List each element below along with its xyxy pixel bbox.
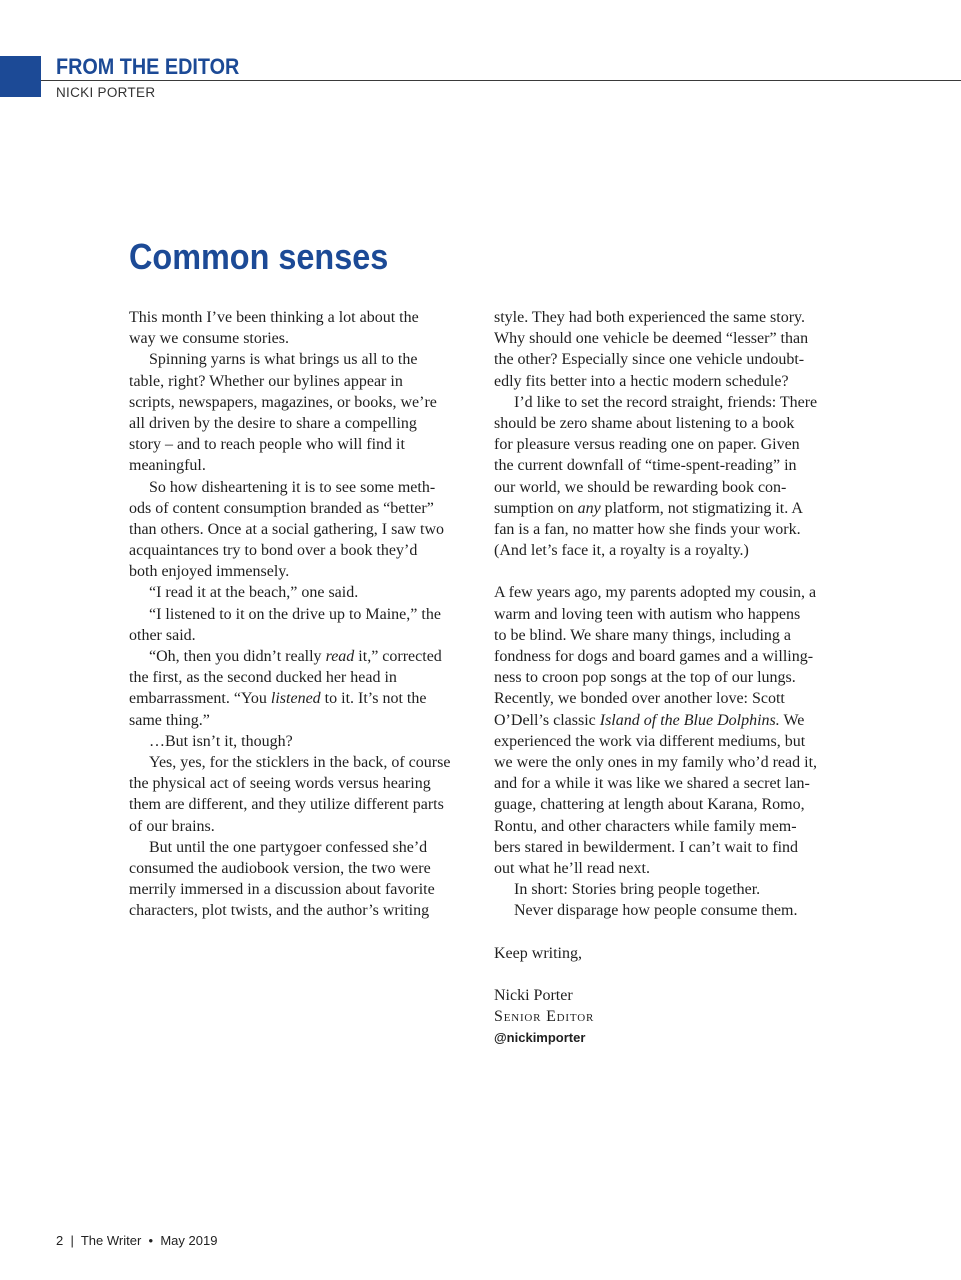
text-line: both enjoyed immensely. [129,563,290,581]
text-line: we were the only ones in my family who’d read it, [494,753,818,771]
text-line: consumed the audiobook version, the two were [129,859,431,877]
text-line: our world, we should be rewarding book con- [494,478,787,496]
text-line: same thing.” [129,711,210,729]
text-line: Why should one vehicle be deemed “lesser” than [494,330,809,348]
text-line: merrily immersed in a discussion about favorite [129,881,435,899]
text-line: way we consume stories. [129,330,289,348]
text-line: meaningful. [129,457,206,475]
section-color-block [0,56,41,97]
text-line: ods of content consumption branded as “better” [129,499,434,517]
text-line: the first, as the second ducked her head in [129,669,397,687]
text-line: should be zero shame about listening to a book [494,414,795,432]
text-line: edly fits better into a hectic modern schedule? [494,372,789,390]
text-line: all driven by the desire to share a compelling [129,414,417,432]
text-line: out what he’ll read next. [494,859,650,877]
text-line: characters, plot twists, and the author’s writing [129,902,430,920]
article-column-right [494,307,844,1049]
editor-byline: NICKI PORTER [56,85,156,100]
text-line: story – and to reach people who will find it [129,436,405,454]
signature-name: Nicki Porter [494,987,573,1004]
text-line: style. They had both experienced the same story. [494,309,806,326]
text-line: the other? Especially since one vehicle undoubt- [494,351,805,369]
footer-separator: | [70,1233,74,1248]
text-line: Yes, yes, for the sticklers in the back, of course [149,753,451,771]
text-line: for pleasure versus reading one on paper. Given [494,436,800,454]
text-line: But until the one partygoer confessed she’d [149,838,428,856]
article-title: Common senses [129,236,389,277]
text-line: sumption on any platform, not stigmatizing it. A [494,499,803,517]
text-line: So how disheartening it is to see some meth- [149,478,436,496]
text-line: the current downfall of “time-spent-reading” in [494,457,797,475]
text-line: guage, chattering at length about Karana, Romo, [494,796,805,814]
page-footer [56,1233,217,1248]
text-line: “I listened to it on the drive up to Maine,” the [149,605,441,623]
text-line: fan is a fan, no matter how she finds your work. [494,520,801,538]
text-line: ness to croon pop songs at the top of our lungs. [494,669,796,687]
text-line: Rontu, and other characters while family mem- [494,817,797,835]
header-rule [41,80,961,81]
text-line: warm and loving teen with autism who happens [494,605,801,623]
text-line: A few years ago, my parents adopted my cousin, a [494,584,817,602]
text-line: embarrassment. “You listened to it. It’s not the [129,690,427,708]
text-line: bers stared in bewilderment. I can’t wait to find [494,838,799,856]
text-line: In short: Stories bring people together. [514,881,761,899]
text-line: experienced the work via different mediums, but [494,732,806,750]
text-line: acquaintances try to bond over a book they’d [129,542,418,560]
text-line: to be blind. We share many things, including a [494,626,792,644]
issue-date: May 2019 [160,1233,218,1248]
text-line: Spinning yarns is what brings us all to the [149,351,418,369]
text-line: Keep writing, [494,944,582,962]
section-label: FROM THE EDITOR [56,54,240,79]
paragraph-gap [494,921,844,942]
article-column-left [129,307,489,921]
text-line: them are different, and they utilize different parts [129,796,444,814]
text-line: O’Dell’s classic Island of the Blue Dolphins. We [494,711,805,729]
signature-title: Senior Editor [494,1008,595,1026]
footer-bullet: • [148,1233,154,1248]
text-line: “I read it at the beach,” one said. [149,584,359,602]
publication-name: The Writer [80,1233,142,1248]
article-column-right-body [494,307,844,985]
text-line: Recently, we bonded over another love: Scott [494,690,785,708]
text-line: the physical act of seeing words versus hearing [129,775,431,793]
text-line: than others. Once at a social gathering, I saw two [129,520,445,538]
text-line: …But isn’t it, though? [149,732,293,750]
signature-handle: @nickimporter [494,1030,586,1046]
text-line: Never disparage how people consume them. [514,902,798,920]
text-line: I’d like to set the record straight, friends: There [514,393,818,411]
text-line: table, right? Whether our bylines appear in [129,372,403,390]
text-line: This month I’ve been thinking a lot about the [129,309,419,326]
text-line: of our brains. [129,817,215,835]
paragraph-gap [494,964,844,985]
text-line: and for a while it was like we shared a secret lan- [494,775,810,793]
text-line: fondness for dogs and board games and a willing- [494,648,814,665]
text-line: “Oh, then you didn’t really read it,” corrected [149,648,442,665]
paragraph-gap [494,561,844,582]
text-line: (And let’s face it, a royalty is a royalty.) [494,542,749,560]
signature-block [494,985,844,1049]
text-line: other said. [129,626,196,644]
text-line: scripts, newspapers, magazines, or books, we’re [129,393,437,411]
page-number: 2 [56,1233,64,1248]
